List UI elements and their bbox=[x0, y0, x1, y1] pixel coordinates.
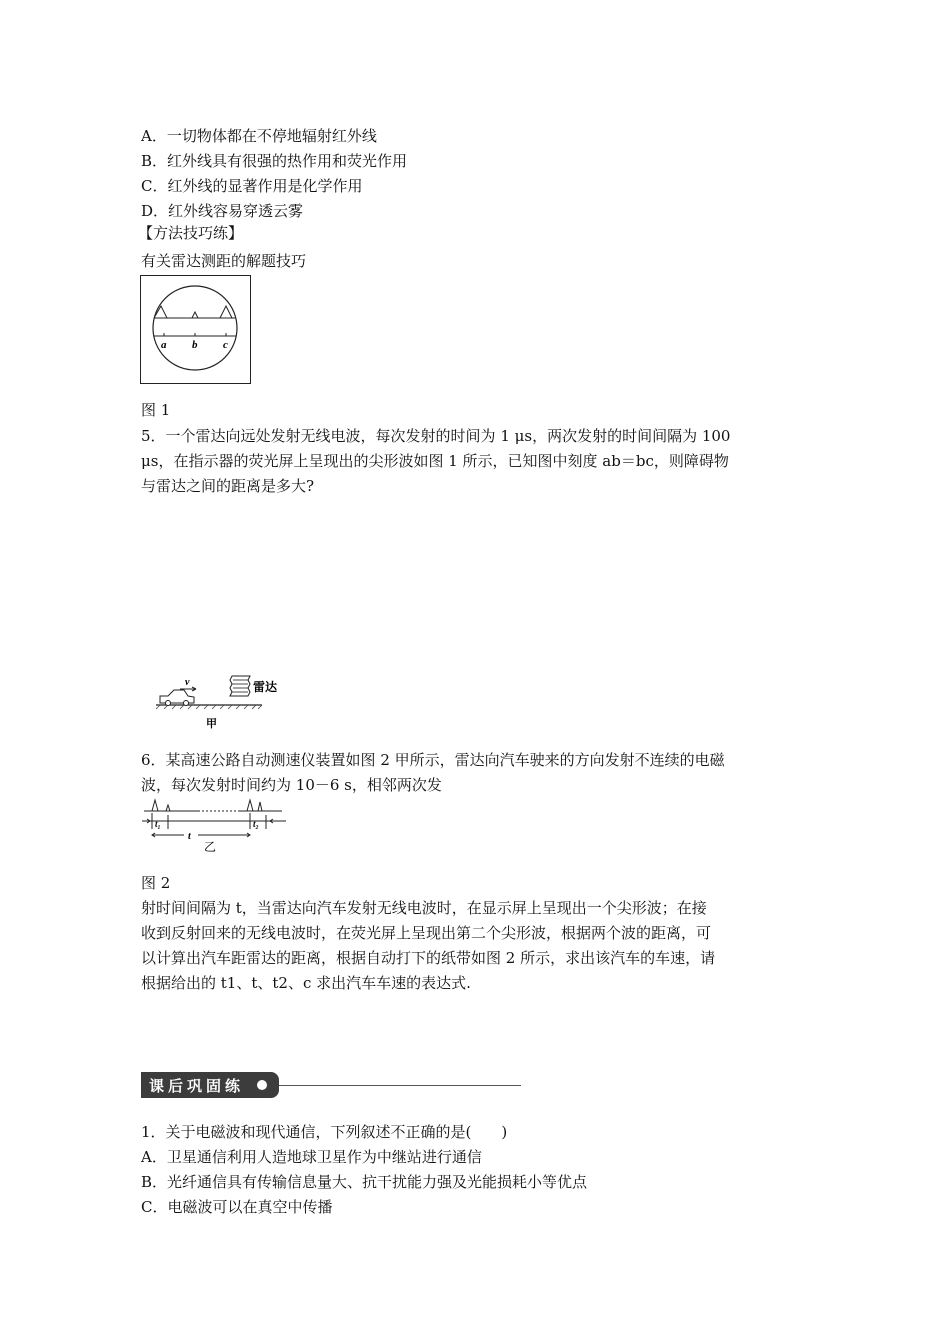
q4-option-b: B．红外线具有很强的热作用和荧光作用 bbox=[141, 152, 408, 170]
figure-1-radar-screen bbox=[140, 275, 252, 385]
tape-t2-label: t₂ bbox=[253, 819, 259, 829]
q5-line-3: 与雷达之间的距离是多大? bbox=[141, 477, 315, 495]
tape-t-label: t bbox=[188, 831, 191, 842]
q6-line-6: 根据给出的 t1、t、t2、c 求出汽车车速的表达式. bbox=[141, 974, 471, 992]
figure-2a-caption: 甲 bbox=[206, 717, 217, 730]
section-banner-title: 课后巩固练 bbox=[149, 1077, 245, 1095]
q6-line-2: 波，每次发射时间约为 10－6 s，相邻两次发 bbox=[141, 776, 442, 794]
q5-line-2: μs，在指示器的荧光屏上呈现出的尖形波如图 1 所示，已知图中刻度 ab＝bc，则障碍物 bbox=[141, 452, 729, 470]
q4-option-c: C．红外线的显著作用是化学作用 bbox=[141, 177, 363, 195]
car-icon bbox=[160, 690, 194, 703]
radar-icon bbox=[230, 676, 250, 696]
q6-line-3: 射时间间隔为 t，当雷达向汽车发射无线电波时，在显示屏上呈现出一个尖形波；在接 bbox=[141, 899, 707, 917]
fig1-label-b: b bbox=[192, 339, 198, 351]
q1-stem: 1．关于电磁波和现代通信，下列叙述不正确的是( ) bbox=[141, 1123, 508, 1141]
q1-option-a: A．卫星通信利用人造地球卫星作为中继站进行通信 bbox=[141, 1148, 482, 1166]
tape-t1-label: t₁ bbox=[155, 819, 161, 829]
fig1-label-c: c bbox=[223, 339, 228, 351]
pulse-b bbox=[192, 312, 198, 318]
speed-label: v bbox=[185, 677, 190, 688]
section-heading-method: 【方法技巧练】 bbox=[138, 224, 244, 242]
divider bbox=[279, 1085, 521, 1086]
q1-option-c: C．电磁波可以在真空中传播 bbox=[141, 1198, 333, 1216]
topic-title: 有关雷达测距的解题技巧 bbox=[141, 252, 307, 270]
figure-2-caption: 图 2 bbox=[141, 874, 171, 892]
figure-2a-car-radar bbox=[150, 672, 290, 734]
bullet-dot-icon bbox=[257, 1080, 267, 1090]
q4-option-d: D．红外线容易穿透云雾 bbox=[141, 202, 304, 220]
figure-2b-tape bbox=[140, 797, 288, 855]
fig1-label-a: a bbox=[161, 339, 167, 351]
q5-line-1: 5．一个雷达向远处发射无线电波，每次发射的时间为 1 μs，两次发射的时间间隔为 100 bbox=[141, 427, 731, 445]
figure-1-caption: 图 1 bbox=[141, 401, 171, 419]
q1-option-b: B．光纤通信具有传输信息量大、抗干扰能力强及光能损耗小等优点 bbox=[141, 1173, 588, 1191]
figure-2b-caption: 乙 bbox=[204, 840, 217, 854]
q6-line-4: 收到反射回来的无线电波时，在荧光屏上呈现出第二个尖形波，根据两个波的距离，可 bbox=[141, 924, 712, 942]
q6-line-5: 以计算出汽车距雷达的距离，根据自动打下的纸带如图 2 所示，求出该汽车的车速，请 bbox=[141, 949, 716, 967]
q4-option-a: A．一切物体都在不停地辐射红外线 bbox=[141, 127, 377, 145]
q6-line-1: 6．某高速公路自动测速仪装置如图 2 甲所示，雷达向汽车驶来的方向发射不连续的电磁 bbox=[141, 751, 725, 769]
radar-label: 雷达 bbox=[253, 680, 278, 694]
section-banner-after-class bbox=[141, 1072, 521, 1098]
pulse-c bbox=[220, 306, 232, 318]
